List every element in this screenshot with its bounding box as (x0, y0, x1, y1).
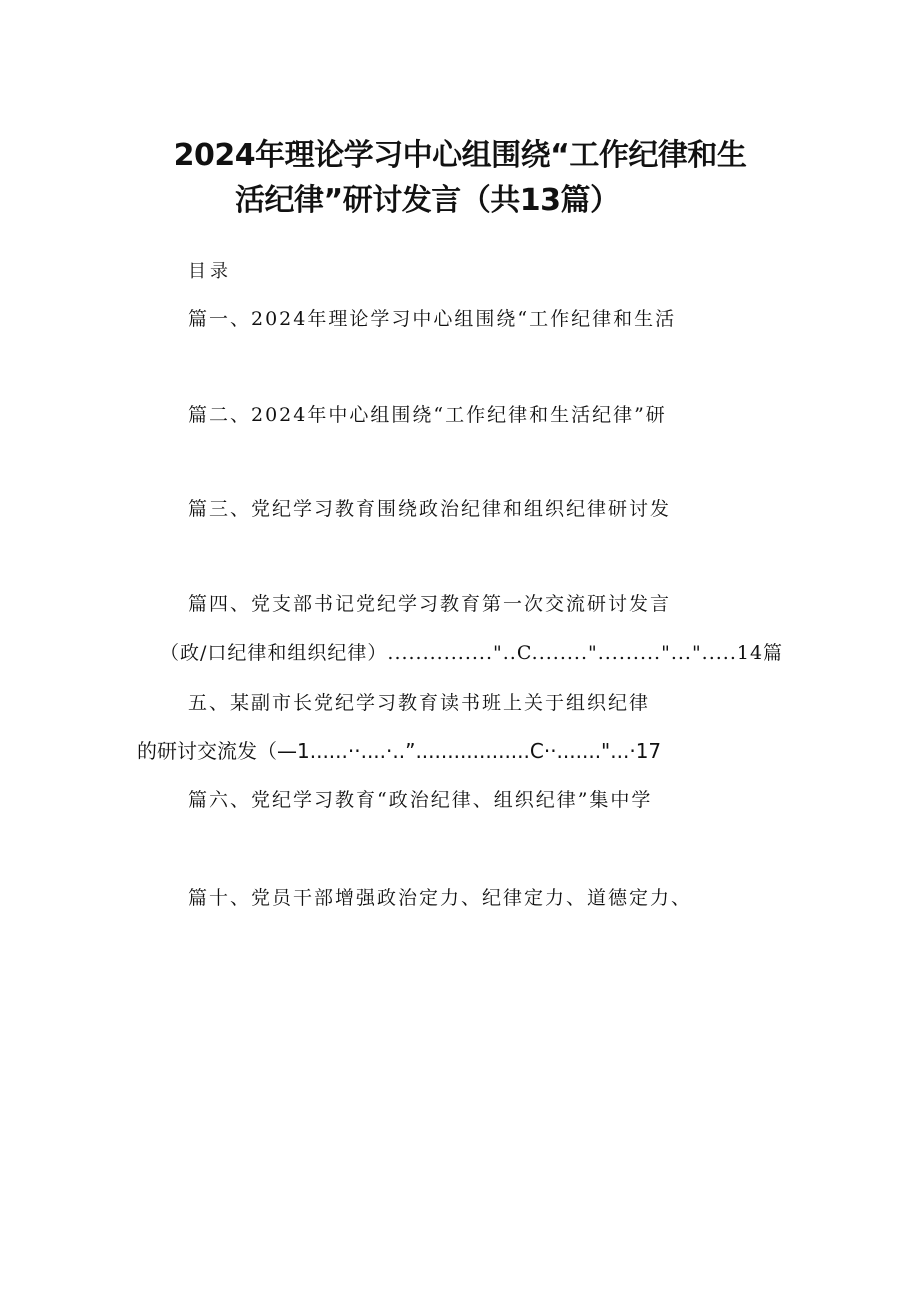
document-title-line-2: 活纪律”研讨发言（共13篇） (235, 183, 620, 218)
toc-entry-7: 篇十、党员干部增强政治定力、纪律定力、道德定力、 (188, 887, 693, 909)
toc-entry-4: 篇四、党支部书记党纪学习教育第一次交流研讨发言 (188, 593, 672, 615)
toc-entry-1: 篇一、2024年理论学习中心组围绕“工作纪律和生活 (188, 308, 677, 330)
document-title-line-1: 2024年理论学习中心组围绕“工作纪律和生 (173, 138, 747, 173)
toc-entry-3: 篇三、党纪学习教育围绕政治纪律和组织纪律研讨发 (188, 498, 672, 520)
toc-entry-2: 篇二、2024年中心组围绕“工作纪律和生活纪律”研 (188, 404, 667, 426)
toc-entry-4-continuation: （政/口纪律和组织纪律）..............."..C........"........."...".....14篇 (160, 642, 784, 664)
toc-entry-5-continuation: 的研讨交流发（—1......··....·..”..................C··......."...·17 (137, 739, 662, 763)
toc-heading: 目录 (188, 261, 232, 282)
toc-entry-6: 篇六、党纪学习教育“政治纪律、组织纪律”集中学 (188, 789, 653, 811)
toc-entry-5: 五、某副市长党纪学习教育读书班上关于组织纪律 (188, 692, 651, 714)
